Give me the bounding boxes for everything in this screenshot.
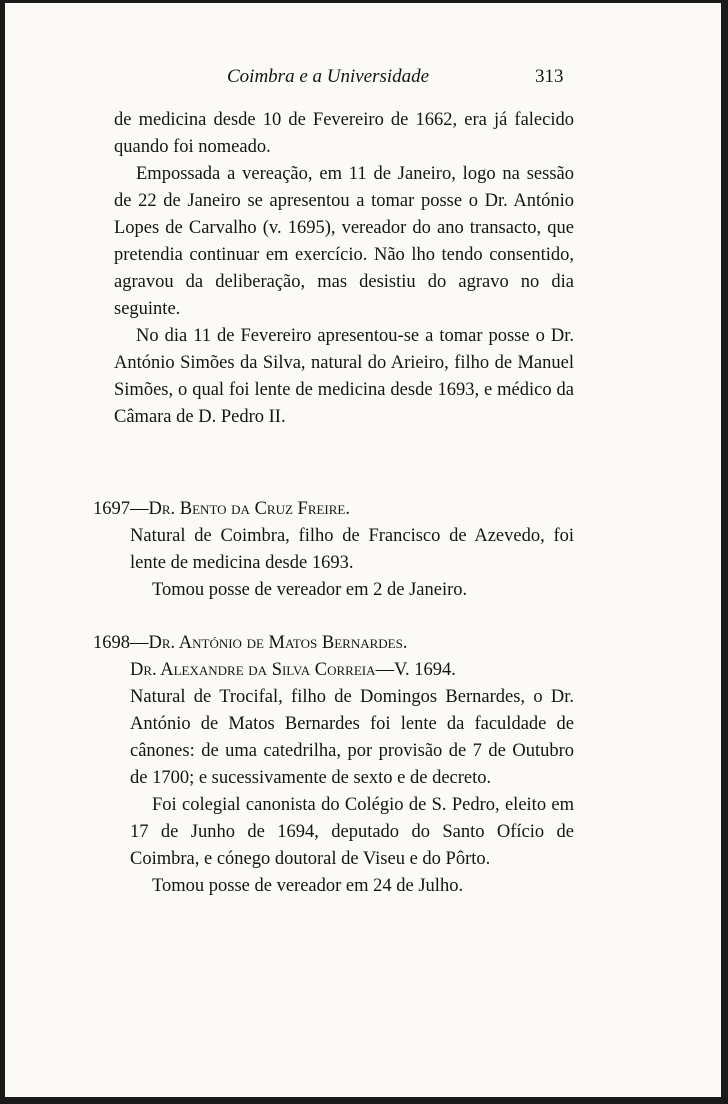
running-header [5, 66, 721, 92]
entry-text: Natural de Trocifal, filho de Domingos Bernardes, o Dr. António de Matos Bernardes foi lente da faculdade de cânones: de uma catedrilha, por provisão de 7 de Outubro de 1700; e sucessivamente de sexto e de decreto. [130, 687, 574, 788]
entry-second-name: Dr. Alexandre da Silva Correia—V. 1694. [130, 660, 456, 680]
entry-name: Dr. António de Matos Bernardes. [148, 633, 408, 653]
entry-colegial: Foi colegial canonista do Colégio de S. Pedro, eleito em 17 de Junho de 1694, deputado do Santo Ofício de Coimbra, e cónego doutoral de Viseu e do Pôrto. [130, 795, 574, 869]
paragraph: de medicina desde 10 de Fevereiro de 1662, era já falecido quando foi nomeado. [114, 110, 574, 157]
entry-posse: Tomou posse de vereador em 2 de Janeiro. [152, 580, 468, 600]
entry-text: Natural de Coimbra, filho de Francisco de Azevedo, foi lente de medicina desde 1693. [130, 526, 574, 573]
entry-heading [93, 630, 574, 657]
entry-1697 [93, 496, 574, 604]
running-title: Coimbra e a Universidade [227, 66, 430, 87]
entry-posse: Tomou posse de vereador em 24 de Julho. [152, 876, 464, 896]
entry-heading [93, 496, 574, 523]
paragraph: No dia 11 de Fevereiro apresentou-se a tomar posse o Dr. António Simões da Silva, natural do Arieiro, filho de Manuel Simões, o qual foi lente de medicina desde 1693, e médico da Câmara de D. Pedro II. [114, 326, 574, 427]
entry-year: 1697— [93, 499, 149, 519]
page-number: 313 [535, 66, 564, 87]
book-page [5, 3, 721, 1097]
paragraph: Empossada a vereação, em 11 de Janeiro, logo na sessão de 22 de Janeiro se apresentou a tomar posse o Dr. António Lopes de Carvalho (v. 1695), vereador do ano transacto, que pretendia continuar em exercício. Não lho tendo consentido, agravou da deliberação, mas desistiu do agravo no dia seguinte. [114, 164, 574, 319]
page-body [114, 107, 574, 431]
entry-year: 1698— [93, 633, 149, 653]
entry-1698 [93, 630, 574, 900]
entry-name: Dr. Bento da Cruz Freire. [148, 499, 351, 519]
